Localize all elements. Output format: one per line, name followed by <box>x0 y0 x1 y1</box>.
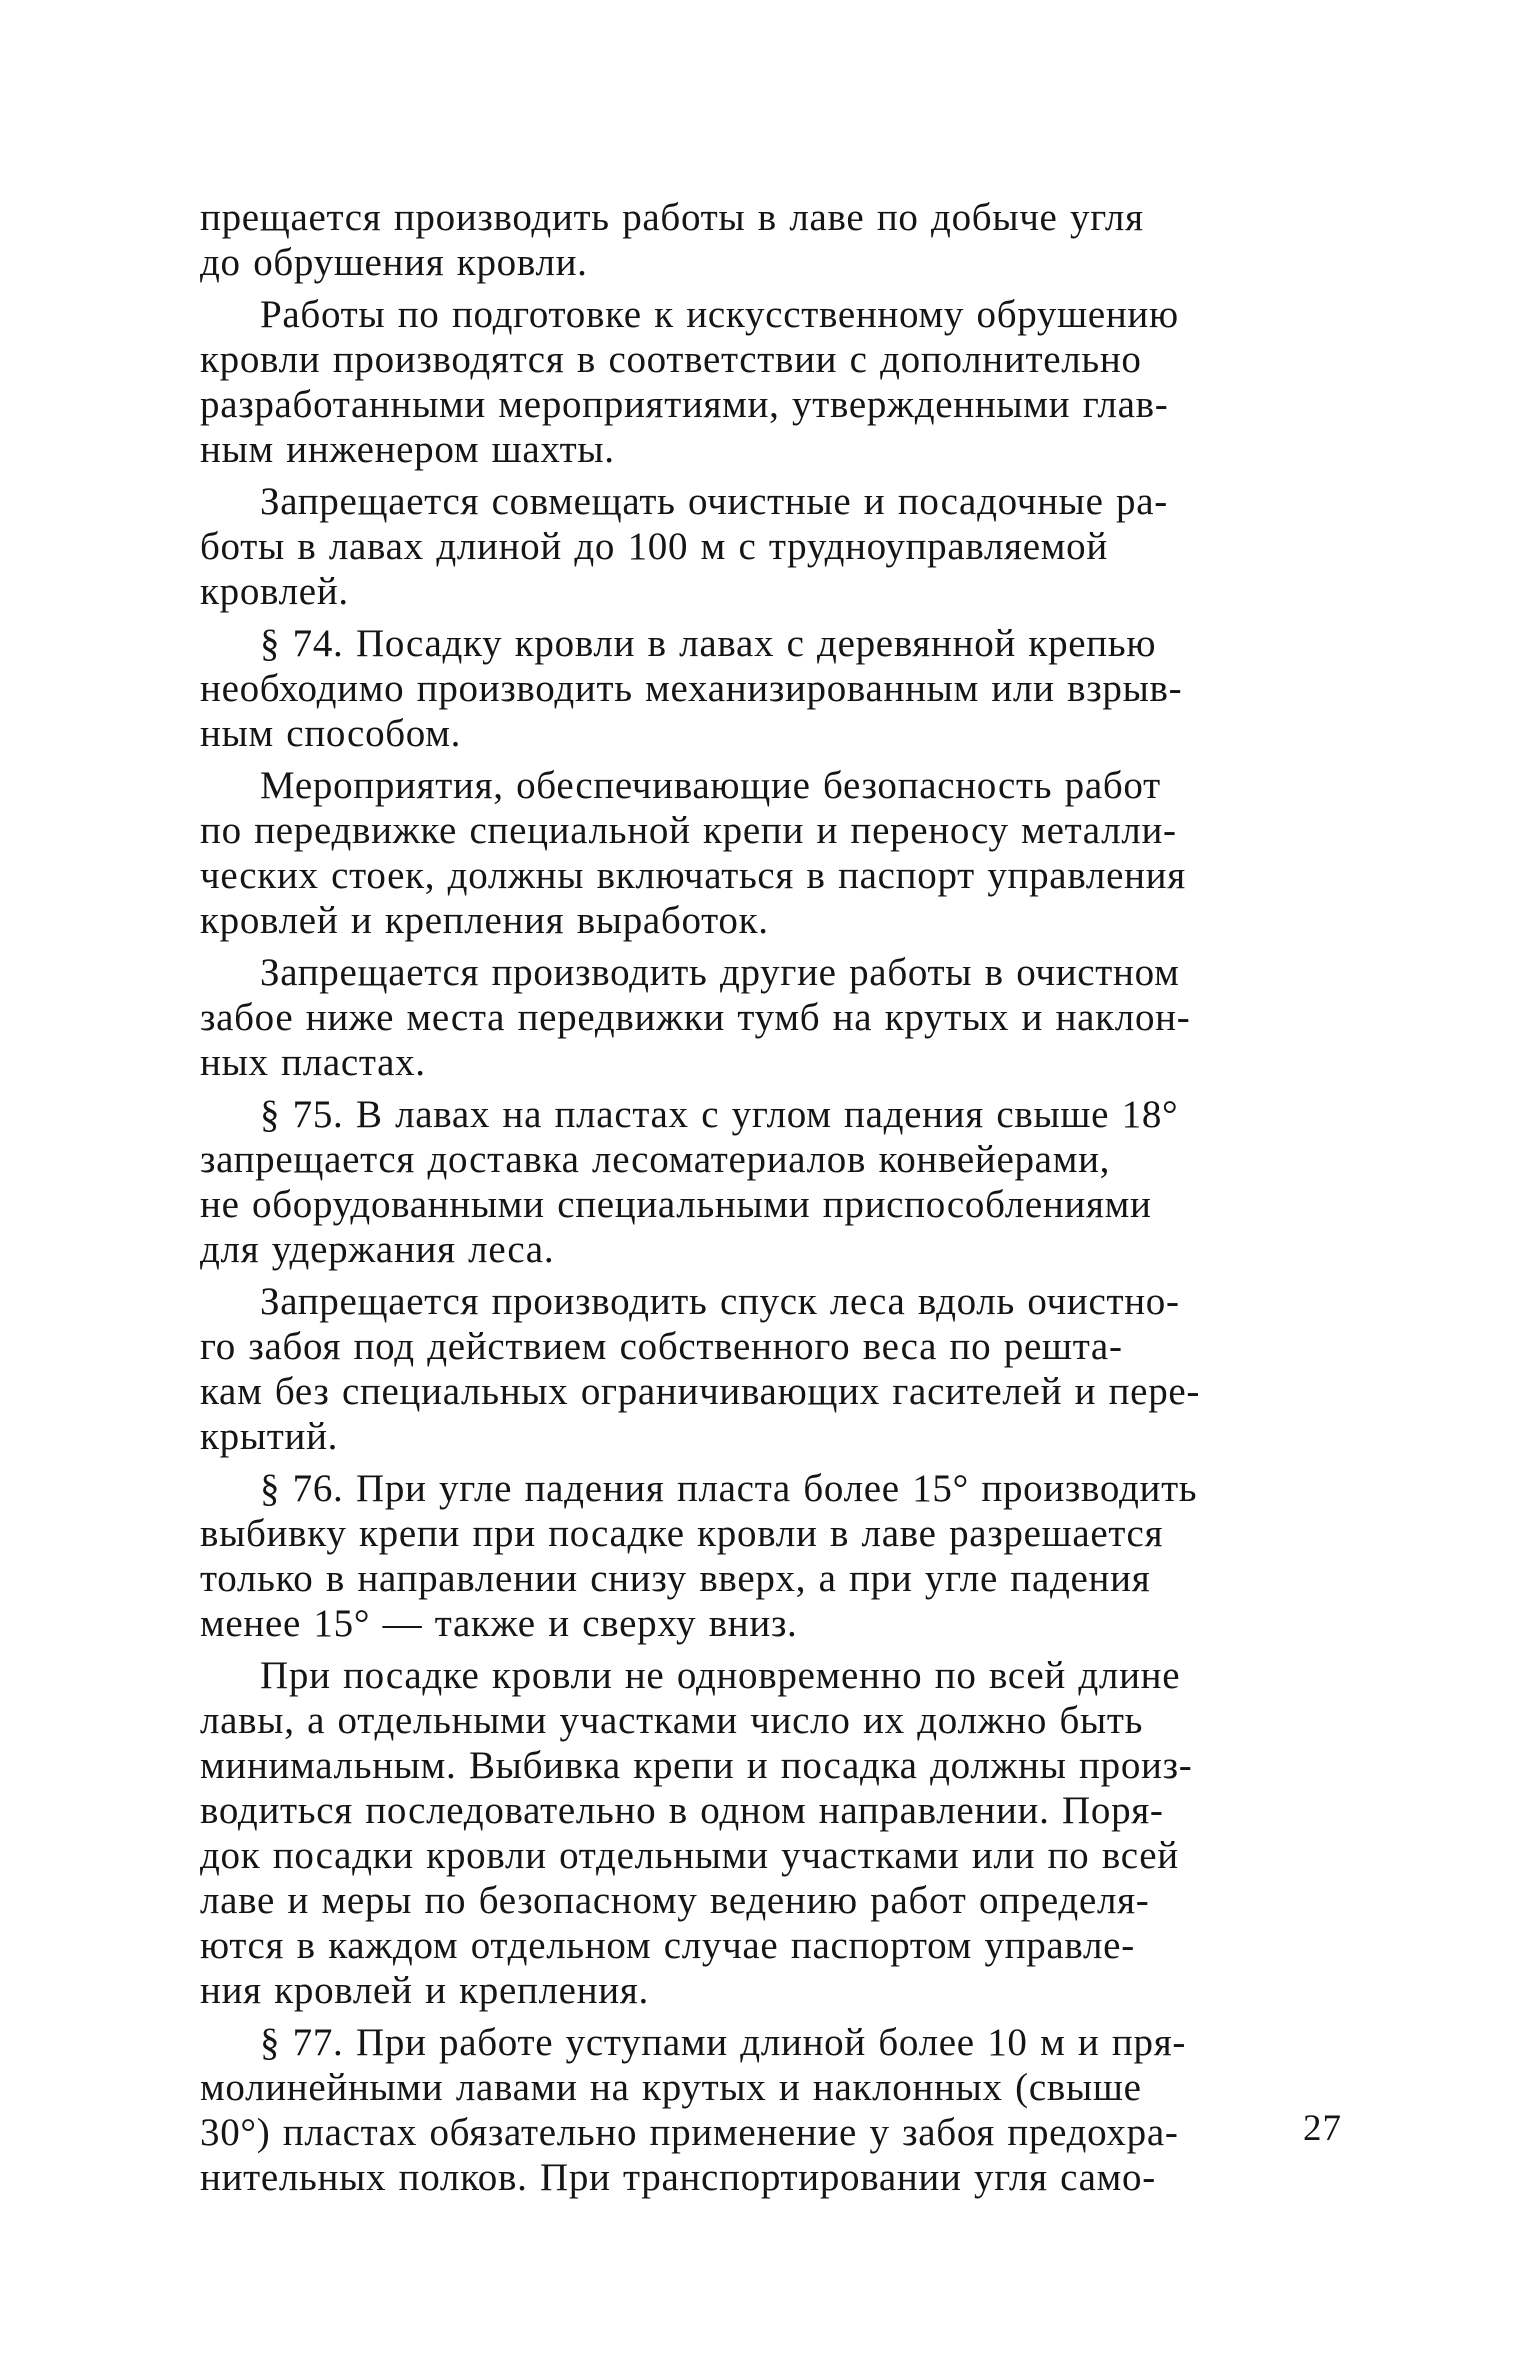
paragraph-continuation: прещается производить работы в лаве по добыче угля до обрушения кровли. <box>200 196 1144 284</box>
paragraph-timber-descent: Запрещается производить спуск леса вдоль очистно- го забоя под действием собственного веса по решта- кам без специальных ограничивающих гасителей и пере- крытий. <box>200 1280 1201 1458</box>
paragraph-section-75: § 75. В лавах на пластах с углом падения свыше 18° запрещается доставка лесоматериалов конвейерами, не оборудованными специальными приспособлениями для удержания леса. <box>200 1093 1179 1271</box>
paragraph-safety-measures: Мероприятия, обеспечивающие безопасность работ по передвижке специальной крепи и переносу металли- ческих стоек, должны включаться в паспорт управления кровлей и крепления выработок. <box>200 764 1186 942</box>
paragraph-roof-collapse-preparation: Работы по подготовке к искусственному обрушению кровли производятся в соответствии с дополнительно разработанными мероприятиями, утвержденными глав- ным инженером шахты. <box>200 293 1179 471</box>
paragraph-combined-works-prohibition: Запрещается совмещать очистные и посадочные ра- боты в лавах длиной до 100 м с трудноуправляемой кровлей. <box>200 480 1168 613</box>
page-number: 27 <box>1303 2108 1342 2149</box>
body-text <box>200 195 1340 2207</box>
paragraph-section-74: § 74. Посадку кровли в лавах с деревянной крепью необходимо производить механизированным или взрыв- ным способом. <box>200 622 1183 755</box>
paragraph-other-works-prohibition: Запрещается производить другие работы в очистном забое ниже места передвижки тумб на крутых и наклон- ных пластах. <box>200 951 1191 1084</box>
paragraph-section-76: § 76. При угле падения пласта более 15° производить выбивку крепи при посадке кровли в лаве разрешается только в направлении снизу вверх, а при угле падения менее 15° — также и сверху вниз. <box>200 1467 1198 1645</box>
paragraph-section-77: § 77. При работе уступами длиной более 10 м и пря- молинейными лавами на крутых и наклонных (свыше 30°) пластах обязательно применение у забоя предохра- нительных полков. При транспортировании угля само- <box>200 2021 1187 2199</box>
paragraph-partial-caving: При посадке кровли не одновременно по всей длине лавы, а отдельными участками число их должно быть минимальным. Выбивка крепи и посадка должны произ- водиться последовательно в одном направлении. Поря- док посадки кровли отдельными участками или по всей лаве и меры по безопасному ведению работ определя- ются в каждом отдельном случае паспортом управле- ния кровлей и крепления. <box>200 1654 1193 2012</box>
